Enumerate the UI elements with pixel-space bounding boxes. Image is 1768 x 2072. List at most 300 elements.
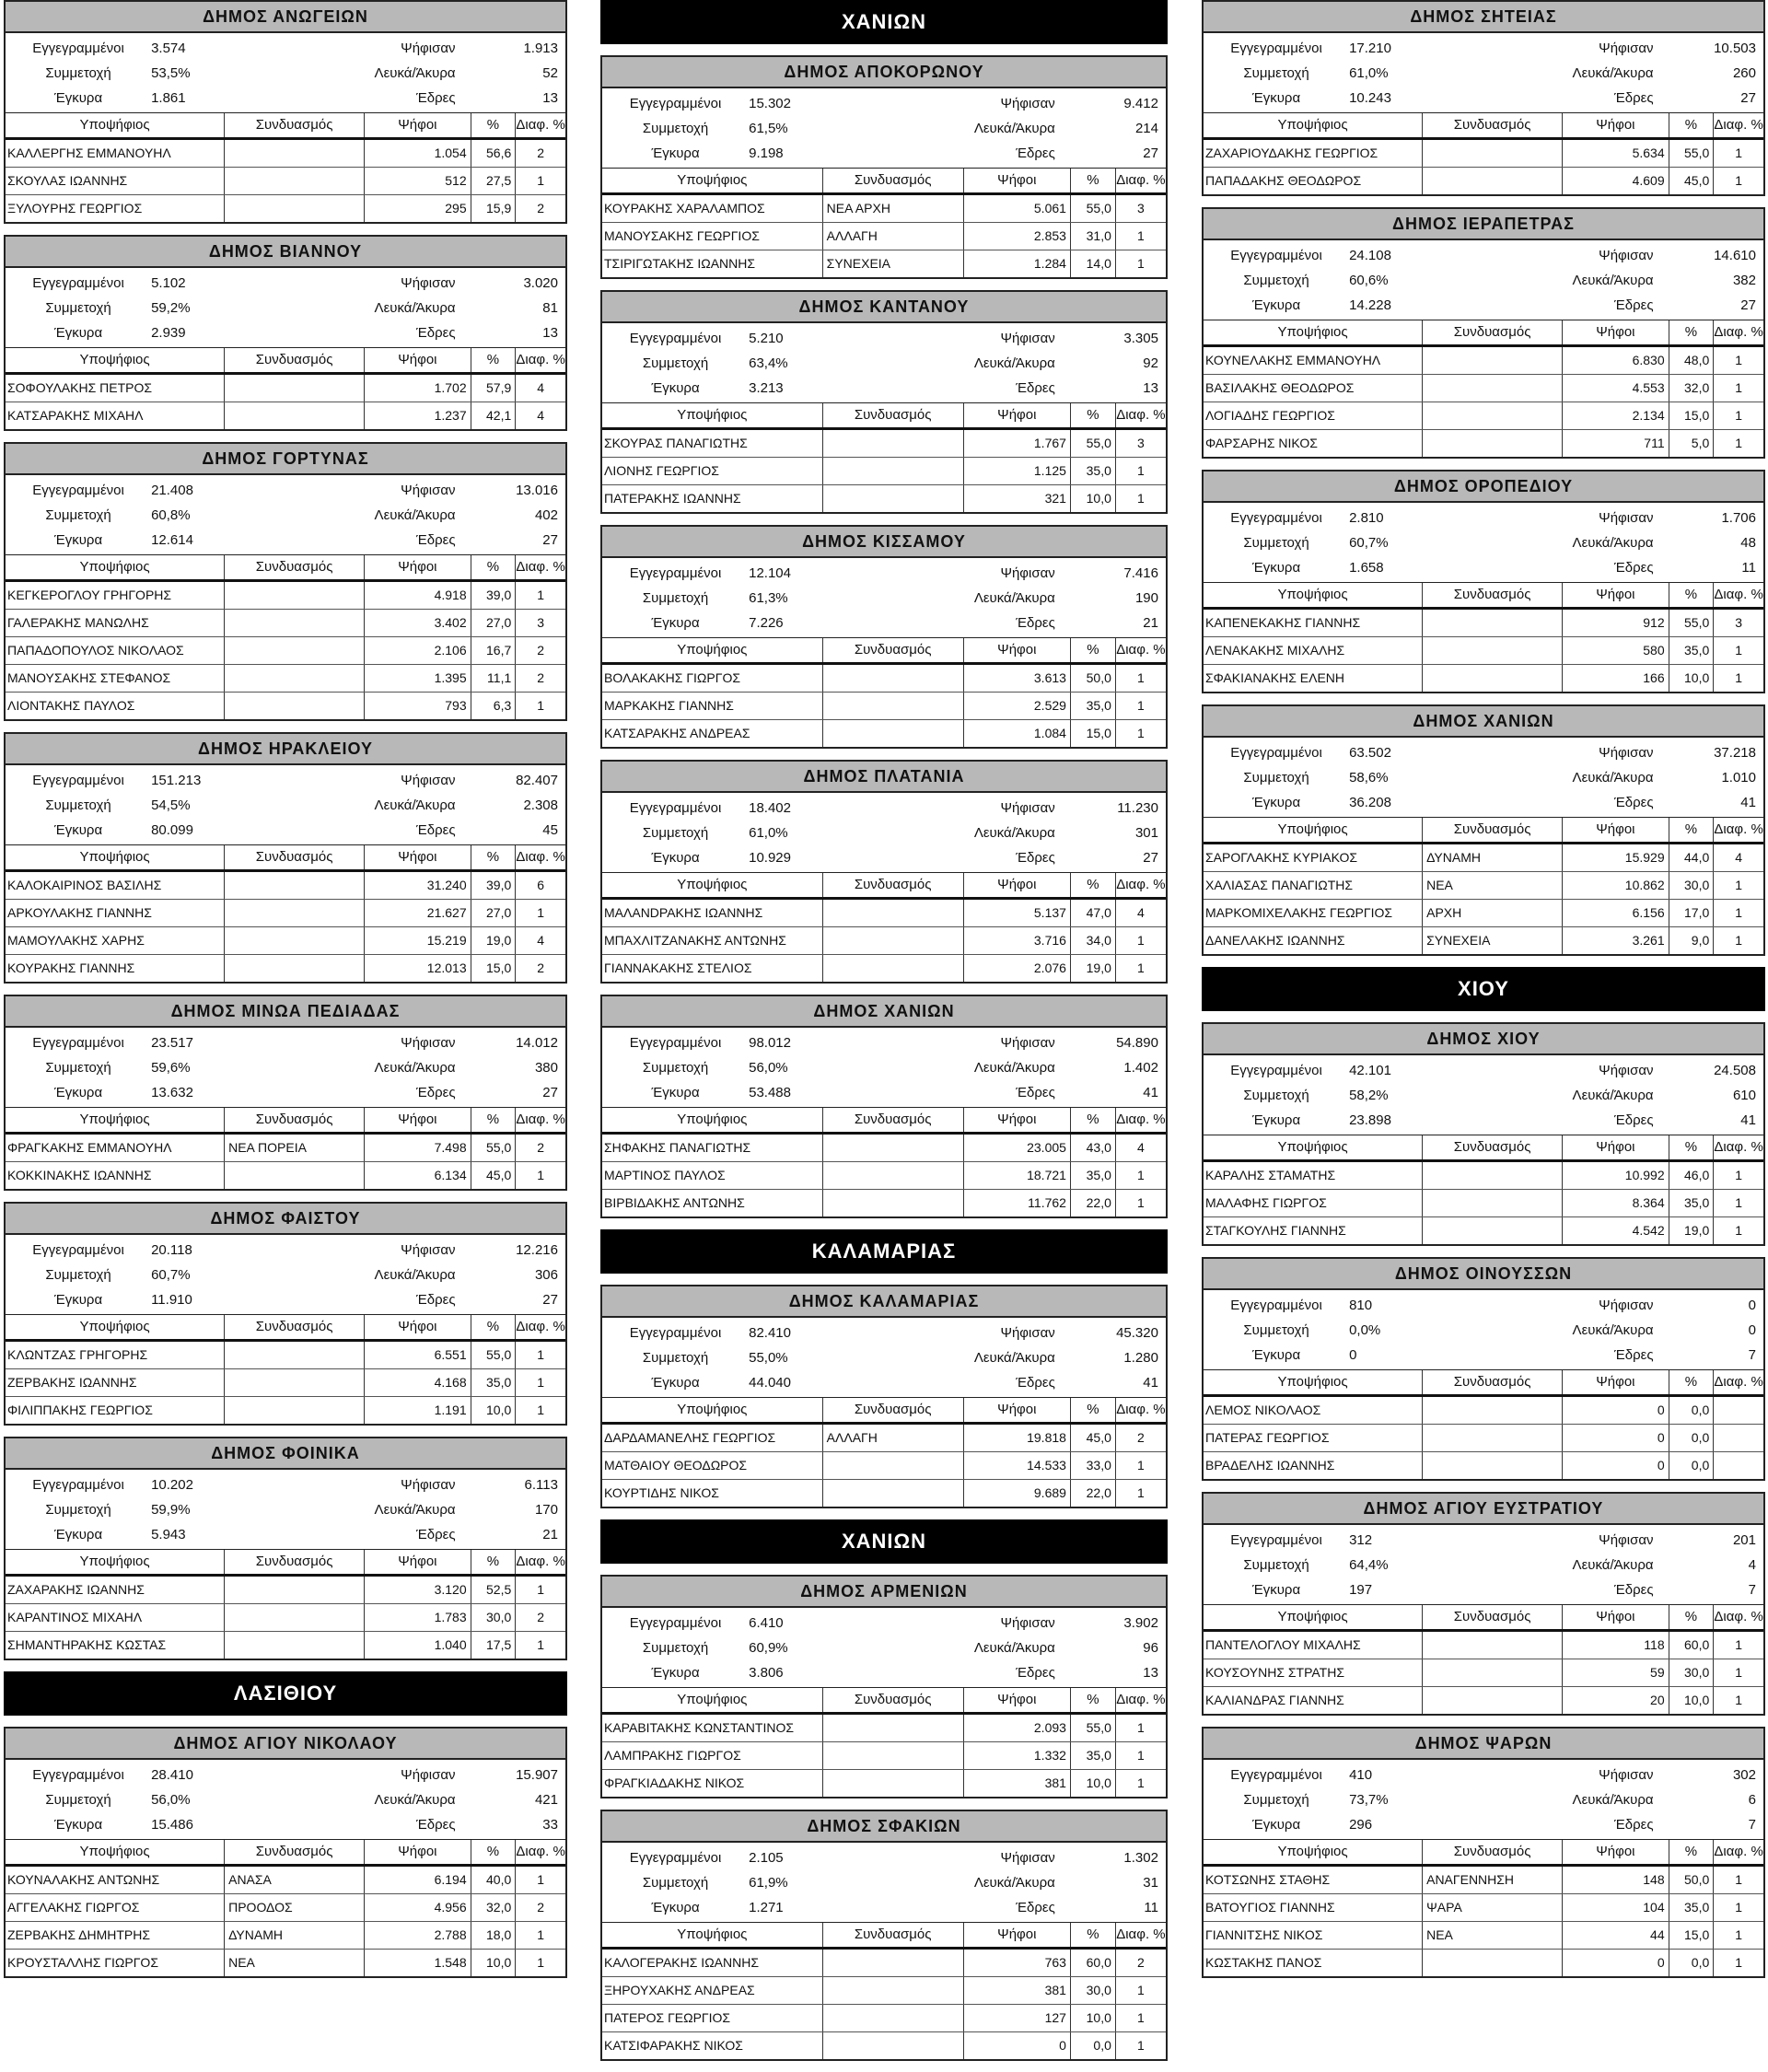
table-row	[602, 195, 1166, 223]
party-name	[1422, 430, 1562, 457]
summary-row	[6, 36, 565, 61]
diff-value: 4	[515, 375, 565, 402]
party-name	[224, 375, 364, 402]
votes-value: 166	[1562, 665, 1669, 692]
party-name: ΑΛΛΑΓΗ	[822, 223, 963, 250]
candidate-name: ΚΕΓΚΕΡΟΓΛΟΥ ΓΡΗΓΟΡΗΣ	[7, 588, 172, 602]
summary-value-voted: 3.305	[1123, 331, 1158, 346]
column-header-party: Συνδυασμός	[224, 1108, 364, 1132]
column-right	[1202, 0, 1765, 1989]
diff-value: 2	[515, 195, 565, 222]
diff-value: 2	[1115, 1425, 1166, 1451]
candidate-name: ΚΟΚΚΙΝΑΚΗΣ ΙΩΑΝΝΗΣ	[7, 1168, 152, 1182]
candidate-name: ΚΟΥΡΤΙΔΗΣ ΝΙΚΟΣ	[604, 1485, 719, 1500]
results-table-header	[6, 112, 565, 140]
summary-value-turnout: 0,0%	[1349, 1322, 1381, 1338]
percent-value: 46,0	[1669, 1162, 1714, 1189]
results-summary	[602, 558, 1166, 637]
votes-value: 711	[1562, 430, 1669, 457]
column-header-party: Συνδυασμός	[1422, 1605, 1562, 1629]
summary-value-turnout: 56,0%	[749, 1060, 788, 1076]
summary-label-seats: Έδρες	[1613, 1582, 1654, 1598]
table-row	[602, 955, 1166, 982]
summary-row	[6, 61, 565, 86]
votes-value: 4.956	[364, 1894, 471, 1921]
summary-value-registered: 20.118	[151, 1242, 192, 1258]
column-header-diff: Διαφ. %	[1115, 1923, 1166, 1947]
results-table-body	[602, 195, 1166, 277]
results-summary	[602, 323, 1166, 402]
summary-label-seats: Έδρες	[415, 1817, 456, 1833]
summary-value-valid: 9.198	[749, 146, 784, 161]
percent-value: 27,5	[471, 168, 516, 194]
votes-value: 5.634	[1562, 140, 1669, 167]
column-header-party: Συνδυασμός	[1422, 113, 1562, 137]
votes-value: 15.219	[364, 927, 471, 954]
municipality-card	[600, 995, 1168, 1218]
column-header-candidate: Υποψήφιος	[1277, 117, 1348, 133]
column-header-votes: Ψήφοι	[1562, 1605, 1669, 1629]
summary-value-valid: 15.486	[151, 1817, 193, 1833]
summary-value-seats: 27	[1143, 146, 1158, 161]
candidate-name: ΚΟΤΣΩΝΗΣ ΣΤΑΘΗΣ	[1205, 1872, 1331, 1887]
party-name	[822, 693, 963, 719]
percent-value: 35,0	[1669, 1894, 1714, 1921]
votes-value: 9.689	[963, 1480, 1070, 1507]
results-summary	[1204, 503, 1763, 582]
results-summary	[1204, 1055, 1763, 1135]
column-header-votes: Ψήφοι	[1562, 320, 1669, 344]
diff-value: 1	[1713, 430, 1763, 457]
summary-label-seats: Έδρες	[1613, 1817, 1654, 1833]
votes-value: 0	[963, 2032, 1070, 2059]
votes-value: 1.054	[364, 140, 471, 167]
table-row	[6, 1632, 565, 1659]
summary-value-turnout: 63,4%	[749, 355, 788, 371]
summary-value-turnout: 61,3%	[749, 590, 788, 606]
percent-value: 18,0	[471, 1922, 516, 1949]
summary-value-registered: 24.108	[1349, 248, 1391, 263]
diff-value: 1	[515, 693, 565, 719]
votes-value: 1.395	[364, 665, 471, 692]
column-header-percent: %	[471, 1108, 516, 1132]
summary-label-turnout: Συμμετοχή	[1243, 770, 1309, 786]
diff-value: 1	[1713, 140, 1763, 167]
diff-value: 1	[1713, 665, 1763, 692]
votes-value: 15.929	[1562, 844, 1669, 871]
summary-value-seats: 13	[542, 325, 558, 341]
summary-value-registered: 98.012	[749, 1035, 791, 1051]
percent-value: 19,0	[1669, 1217, 1714, 1244]
summary-value-turnout: 53,5%	[151, 65, 191, 81]
percent-value: 60,0	[1669, 1632, 1714, 1659]
table-row	[1204, 1397, 1763, 1425]
summary-label-registered: Εγγεγραμμένοι	[629, 565, 722, 581]
percent-value: 10,0	[1669, 1687, 1714, 1714]
summary-label-valid: Έγκυρα	[53, 1527, 103, 1542]
diff-value: 1	[1115, 927, 1166, 954]
summary-label-voted: Ψήφισαν	[1599, 1532, 1654, 1548]
results-table-header	[602, 1107, 1166, 1135]
summary-value-valid: 36.208	[1349, 795, 1391, 810]
votes-value: 4.609	[1562, 168, 1669, 194]
summary-label-voted: Ψήφισαν	[1599, 1767, 1654, 1783]
percent-value: 10,0	[1070, 485, 1115, 512]
candidate-name: ΞΗΡΟΥΧΑΚΗΣ ΑΝΔΡΕΑΣ	[604, 1983, 755, 1997]
party-name	[224, 1632, 364, 1659]
summary-row	[6, 1238, 565, 1263]
percent-value: 27,0	[471, 900, 516, 926]
diff-value: 4	[1713, 844, 1763, 871]
diff-value: 1	[515, 1162, 565, 1189]
candidate-name: ΓΙΑΝΝΙΤΣΗΣ ΝΙΚΟΣ	[1205, 1927, 1323, 1942]
summary-label-turnout: Συμμετοχή	[45, 1267, 111, 1283]
summary-value-blank: 31	[1143, 1875, 1158, 1891]
summary-label-registered: Εγγεγραμμένοι	[32, 41, 124, 56]
summary-value-blank: 1.280	[1123, 1350, 1158, 1366]
summary-label-blank: Λευκά/Άκυρα	[1572, 273, 1654, 288]
percent-value: 57,9	[471, 375, 516, 402]
percent-value: 15,9	[471, 195, 516, 222]
summary-value-registered: 3.574	[151, 41, 186, 56]
votes-value: 4.542	[1562, 1217, 1669, 1244]
summary-value-turnout: 56,0%	[151, 1792, 191, 1808]
summary-row	[602, 141, 1166, 166]
percent-value: 42,1	[471, 402, 516, 429]
votes-value: 59	[1562, 1659, 1669, 1686]
column-header-votes: Ψήφοι	[1562, 113, 1669, 137]
municipality-card	[1202, 0, 1765, 196]
votes-value: 2.853	[963, 223, 1070, 250]
summary-value-voted: 7.416	[1123, 565, 1158, 581]
summary-value-turnout: 61,0%	[1349, 65, 1389, 81]
votes-value: 1.548	[364, 1950, 471, 1976]
votes-value: 512	[364, 168, 471, 194]
summary-value-turnout: 59,2%	[151, 300, 191, 316]
municipality-title: ΔΗΜΟΣ ΙΕΡΑΠΕΤΡΑΣ	[1204, 209, 1763, 240]
summary-row	[1204, 1343, 1763, 1368]
candidate-name: ΚΟΥΝΑΛΑΚΗΣ ΑΝΤΩΝΗΣ	[7, 1872, 160, 1887]
summary-label-seats: Έδρες	[415, 532, 456, 548]
summary-label-seats: Έδρες	[1016, 1665, 1055, 1681]
summary-label-valid: Έγκυρα	[1251, 90, 1301, 106]
table-row	[1204, 347, 1763, 375]
candidate-name: ΣΗΦΑΚΗΣ ΠΑΝΑΓΙΩΤΗΣ	[604, 1140, 751, 1155]
diff-value: 1	[1115, 1452, 1166, 1479]
summary-label-registered: Εγγεγραμμένοι	[1230, 1767, 1322, 1783]
results-summary	[602, 793, 1166, 872]
summary-value-registered: 18.402	[749, 800, 791, 816]
diff-value: 6	[515, 872, 565, 899]
summary-label-seats: Έδρες	[415, 90, 456, 106]
diff-value: 1	[1115, 2005, 1166, 2031]
municipality-card	[4, 235, 567, 431]
summary-label-voted: Ψήφισαν	[1000, 800, 1055, 816]
summary-value-registered: 5.210	[749, 331, 784, 346]
table-row	[1204, 1950, 1763, 1976]
candidate-name: ΣΗΜΑΝΤΗΡΑΚΗΣ ΚΩΣΤΑΣ	[7, 1637, 167, 1652]
summary-label-seats: Έδρες	[1016, 1375, 1055, 1391]
column-header-diff: Διαφ. %	[1115, 169, 1166, 192]
party-name	[224, 402, 364, 429]
summary-value-valid: 44.040	[749, 1375, 791, 1391]
party-name	[822, 955, 963, 982]
summary-value-turnout: 61,5%	[749, 121, 788, 136]
municipality-title: ΔΗΜΟΣ ΧΑΝΙΩΝ	[602, 996, 1166, 1028]
table-row	[6, 610, 565, 637]
results-table-header	[602, 637, 1166, 665]
results-table-header	[1204, 112, 1763, 140]
party-name	[822, 900, 963, 926]
column-header-diff: Διαφ. %	[1115, 403, 1166, 427]
summary-value-blank: 4	[1748, 1557, 1756, 1573]
candidate-name: ΛΙΟΝΗΣ ΓΕΩΡΓΙΟΣ	[604, 463, 719, 478]
candidate-name: ΣΤΑΓΚΟΥΛΗΣ ΓΙΑΝΝΗΣ	[1205, 1223, 1346, 1238]
summary-label-valid: Έγκυρα	[1251, 1817, 1301, 1833]
summary-value-registered: 82.410	[749, 1325, 791, 1341]
percent-value: 35,0	[1669, 637, 1714, 664]
summary-label-voted: Ψήφισαν	[401, 1035, 456, 1051]
summary-value-blank: 402	[534, 507, 558, 523]
summary-value-seats: 7	[1748, 1582, 1756, 1598]
summary-value-seats: 11	[1741, 560, 1756, 576]
region-header: ΧΑΝΙΩΝ	[600, 1519, 1168, 1564]
summary-row	[1204, 1528, 1763, 1553]
results-table-body	[602, 900, 1166, 982]
summary-value-blank: 6	[1748, 1792, 1756, 1808]
party-name	[224, 872, 364, 899]
diff-value: 1	[1115, 458, 1166, 484]
column-header-diff: Διαφ. %	[1115, 1108, 1166, 1132]
votes-value: 1.767	[963, 430, 1070, 457]
column-header-diff: Διαφ. %	[1115, 873, 1166, 897]
column-header-percent: %	[1070, 1108, 1115, 1132]
party-name	[1422, 168, 1562, 194]
diff-value: 4	[515, 402, 565, 429]
votes-value: 6.551	[364, 1342, 471, 1368]
column-header-votes: Ψήφοι	[963, 169, 1070, 192]
diff-value: 4	[1115, 900, 1166, 926]
summary-row	[1204, 268, 1763, 293]
diff-value: 2	[515, 1135, 565, 1161]
summary-value-valid: 10.929	[749, 850, 791, 866]
summary-label-blank: Λευκά/Άκυρα	[374, 300, 456, 316]
diff-value: 1	[1713, 1632, 1763, 1659]
summary-value-valid: 0	[1349, 1347, 1357, 1363]
summary-row	[1204, 1293, 1763, 1318]
column-header-diff: Διαφ. %	[1713, 320, 1763, 344]
summary-value-blank: 306	[534, 1267, 558, 1283]
column-header-party: Συνδυασμός	[224, 113, 364, 137]
votes-value: 1.040	[364, 1632, 471, 1659]
party-name	[822, 2005, 963, 2031]
summary-value-seats: 27	[542, 532, 558, 548]
municipality-title: ΔΗΜΟΣ ΣΦΑΚΙΩΝ	[602, 1811, 1166, 1843]
summary-label-registered: Εγγεγραμμένοι	[629, 1615, 722, 1631]
diff-value	[1713, 1452, 1763, 1479]
candidate-name: ΚΑΤΣΑΡΑΚΗΣ ΑΝΔΡΕΑΣ	[604, 726, 750, 740]
summary-label-blank: Λευκά/Άκυρα	[374, 1502, 456, 1518]
summary-label-registered: Εγγεγραμμένοι	[1230, 510, 1322, 526]
candidate-name: ΦΡΑΓΚΙΑΔΑΚΗΣ ΝΙΚΟΣ	[604, 1775, 745, 1790]
diff-value: 1	[1115, 1742, 1166, 1769]
results-table-header	[6, 1107, 565, 1135]
diff-value: 2	[515, 665, 565, 692]
diff-value: 1	[1713, 347, 1763, 374]
percent-value: 35,0	[1669, 1190, 1714, 1216]
party-name	[822, 430, 963, 457]
summary-value-seats: 27	[542, 1292, 558, 1308]
table-row	[6, 1397, 565, 1424]
diff-value: 4	[1115, 1135, 1166, 1161]
summary-label-valid: Έγκυρα	[53, 1817, 103, 1833]
percent-value: 50,0	[1669, 1867, 1714, 1893]
summary-value-blank: 610	[1732, 1088, 1756, 1103]
results-summary	[602, 88, 1166, 168]
party-name	[224, 140, 364, 167]
results-table-body	[1204, 1397, 1763, 1479]
summary-value-turnout: 59,6%	[151, 1060, 191, 1076]
results-summary	[6, 765, 565, 844]
column-header-candidate: Υποψήφιος	[677, 642, 748, 658]
results-table-header	[602, 1397, 1166, 1425]
votes-value: 10.862	[1562, 872, 1669, 899]
table-row	[1204, 927, 1763, 954]
summary-value-turnout: 60,6%	[1349, 273, 1389, 288]
summary-value-seats: 13	[542, 90, 558, 106]
summary-row	[6, 320, 565, 345]
summary-label-voted: Ψήφισαν	[401, 1767, 456, 1783]
party-name	[822, 458, 963, 484]
column-header-party: Συνδυασμός	[1422, 320, 1562, 344]
candidate-name: ΚΑΛΙΑΝΔΡΑΣ ΓΙΑΝΝΗΣ	[1205, 1693, 1344, 1707]
summary-value-seats: 41	[1143, 1085, 1158, 1100]
table-row	[6, 375, 565, 402]
party-name: ΝΕΑ ΠΟΡΕΙΑ	[224, 1135, 364, 1161]
column-header-party: Συνδυασμός	[822, 1108, 963, 1132]
votes-value: 10.992	[1562, 1162, 1669, 1189]
results-table-header	[602, 1922, 1166, 1950]
summary-label-voted: Ψήφισαν	[1599, 41, 1654, 56]
summary-row	[1204, 293, 1763, 318]
results-table-body	[1204, 610, 1763, 692]
summary-value-voted: 45.320	[1116, 1325, 1158, 1341]
column-header-party: Συνδυασμός	[822, 1688, 963, 1712]
summary-label-valid: Έγκυρα	[53, 90, 103, 106]
summary-label-voted: Ψήφισαν	[1000, 1615, 1055, 1631]
table-row	[602, 1135, 1166, 1162]
diff-value: 1	[1713, 1190, 1763, 1216]
votes-value: 23.005	[963, 1135, 1070, 1161]
summary-value-voted: 1.302	[1123, 1850, 1158, 1866]
votes-value: 6.830	[1562, 347, 1669, 374]
party-name	[822, 1950, 963, 1976]
party-name	[1422, 1950, 1562, 1976]
diff-value: 1	[515, 1867, 565, 1893]
column-header-votes: Ψήφοι	[963, 1923, 1070, 1947]
party-name	[1422, 402, 1562, 429]
table-row	[6, 1604, 565, 1632]
candidate-name: ΖΑΧΑΡΑΚΗΣ ΙΩΑΝΝΗΣ	[7, 1582, 145, 1597]
party-name	[1422, 1452, 1562, 1479]
percent-value: 0,0	[1070, 2032, 1115, 2059]
diff-value: 1	[1115, 1977, 1166, 2004]
summary-label-voted: Ψήφισαν	[1000, 1035, 1055, 1051]
summary-row	[6, 818, 565, 843]
summary-label-voted: Ψήφισαν	[401, 483, 456, 498]
party-name: ΝΕΑ	[1422, 872, 1562, 899]
municipality-title: ΔΗΜΟΣ ΨΑΡΩΝ	[1204, 1729, 1763, 1760]
candidate-name: ΚΑΡΑΝΤΙΝΟΣ ΜΙΧΑΗΛ	[7, 1610, 143, 1624]
party-name	[822, 1480, 963, 1507]
municipality-card	[600, 55, 1168, 279]
table-row	[6, 168, 565, 195]
summary-label-blank: Λευκά/Άκυρα	[1572, 1322, 1654, 1338]
column-header-diff: Διαφ. %	[515, 1108, 565, 1132]
diff-value: 1	[515, 1632, 565, 1659]
summary-value-voted: 10.503	[1714, 41, 1756, 56]
summary-label-valid: Έγκυρα	[53, 1085, 103, 1100]
diff-value: 2	[515, 1604, 565, 1631]
column-header-candidate: Υποψήφιος	[1277, 1139, 1348, 1155]
summary-row	[602, 116, 1166, 141]
votes-value: 0	[1562, 1950, 1669, 1976]
summary-label-valid: Έγκυρα	[53, 1292, 103, 1308]
column-middle	[600, 0, 1168, 2072]
summary-row	[602, 1895, 1166, 1920]
summary-label-turnout: Συμμετοχή	[1243, 1557, 1309, 1573]
column-header-votes: Ψήφοι	[1562, 1370, 1669, 1394]
summary-row	[6, 271, 565, 296]
summary-label-seats: Έδρες	[415, 822, 456, 838]
summary-value-registered: 21.408	[151, 483, 193, 498]
summary-label-blank: Λευκά/Άκυρα	[1572, 1088, 1654, 1103]
summary-label-registered: Εγγεγραμμένοι	[1230, 248, 1322, 263]
column-header-diff: Διαφ. %	[515, 1840, 565, 1864]
diff-value: 1	[1115, 1162, 1166, 1189]
table-row	[6, 665, 565, 693]
summary-label-valid: Έγκυρα	[53, 325, 103, 341]
municipality-title: ΔΗΜΟΣ ΓΟΡΤΥΝΑΣ	[6, 444, 565, 475]
summary-label-turnout: Συμμετοχή	[45, 1502, 111, 1518]
summary-label-registered: Εγγεγραμμένοι	[32, 483, 124, 498]
votes-value: 6.134	[364, 1162, 471, 1189]
summary-value-registered: 6.410	[749, 1615, 784, 1631]
summary-row	[1204, 765, 1763, 790]
votes-value: 11.762	[963, 1190, 1070, 1216]
diff-value: 1	[515, 1577, 565, 1603]
votes-value: 4.553	[1562, 375, 1669, 402]
summary-row	[6, 296, 565, 320]
summary-row	[6, 86, 565, 111]
summary-value-blank: 421	[534, 1792, 558, 1808]
municipality-title: ΔΗΜΟΣ ΑΝΩΓΕΙΩΝ	[6, 2, 565, 33]
candidate-name: ΜΑΤΘΑΙΟΥ ΘΕΟΔΩΡΟΣ	[604, 1458, 748, 1473]
votes-value: 2.093	[963, 1715, 1070, 1741]
summary-label-valid: Έγκυρα	[1251, 1347, 1301, 1363]
party-name	[224, 1162, 364, 1189]
percent-value: 16,7	[471, 637, 516, 664]
column-header-votes: Ψήφοι	[963, 638, 1070, 662]
summary-value-turnout: 60,7%	[151, 1267, 191, 1283]
party-name	[224, 927, 364, 954]
column-header-votes: Ψήφοι	[1562, 1135, 1669, 1159]
candidate-name: ΠΑΠΑΔΟΠΟΥΛΟΣ ΝΙΚΟΛΑΟΣ	[7, 643, 184, 658]
column-header-party: Συνδυασμός	[822, 1398, 963, 1422]
column-header-diff: Διαφ. %	[515, 1550, 565, 1574]
column-header-votes: Ψήφοι	[364, 1550, 471, 1574]
table-row	[6, 1342, 565, 1369]
